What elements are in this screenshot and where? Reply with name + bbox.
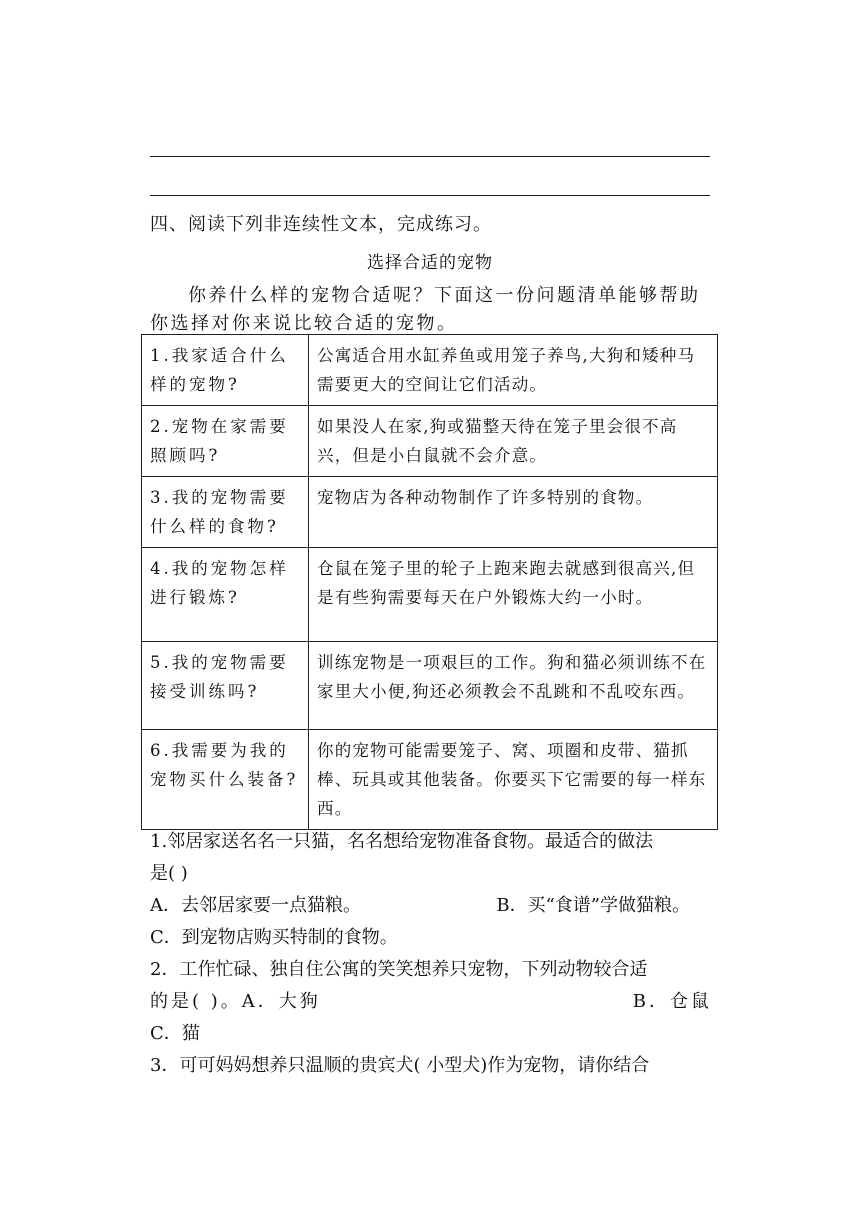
answer-cell: 你的宠物可能需要笼子、窝、项圈和皮带、猫抓棒、玩具或其他装备。你要买下它需要的每一样东西。: [309, 730, 718, 830]
section-heading: 四、阅读下列非连续性文本，完成练习。: [150, 214, 492, 235]
answer-line-1: [150, 156, 710, 157]
question-cell: 4.我的宠物怎样进行锻炼?: [142, 548, 309, 642]
question-cell: 6.我需要为我的宠物买什么装备?: [142, 730, 309, 830]
question-cell: 2.宠物在家需要照顾吗?: [142, 406, 309, 477]
table-row: [142, 406, 718, 477]
answer-cell: 宠物店为各种动物制作了许多特别的食物。: [309, 477, 718, 548]
question-1-options-row: [150, 890, 690, 922]
answer-cell: 训练宠物是一项艰巨的工作。狗和猫必须训练不在家里大小便,狗还必须教会不乱跳和不乱咬东西。: [309, 642, 718, 730]
question-1-option-c: C．到宠物店购买特制的食物。: [150, 927, 398, 948]
question-1-option-b: B．买“食谱”学做猫粮。: [496, 895, 690, 916]
question-cell: 3.我的宠物需要什么样的食物?: [142, 477, 309, 548]
question-cell: 1.我家适合什么样的宠物?: [142, 335, 309, 406]
table-row: [142, 730, 718, 830]
quiz-section: [150, 826, 712, 1082]
table-row: [142, 335, 718, 406]
question-2-text: 2．工作忙碌、独自住公寓的笑笑想养只宠物，下列动物较合适: [150, 959, 648, 980]
table-row: [142, 477, 718, 548]
article-intro: 你养什么样的宠物合适呢？下面这一份问题清单能够帮助你选择对你来说比较合适的宠物。: [150, 285, 701, 334]
question-2-option-b: B．仓鼠: [632, 991, 712, 1012]
table-row: [142, 642, 718, 730]
answer-cell: 仓鼠在笼子里的轮子上跑来跑去就感到很高兴,但是有些狗需要每天在户外锻炼大约一小时。: [309, 548, 718, 642]
answer-cell: 如果没人在家,狗或猫整天待在笼子里会很不高兴，但是小白鼠就不会介意。: [309, 406, 718, 477]
question-2-option-c: C．猫: [150, 1023, 200, 1044]
question-1-blank: 是( ): [150, 863, 188, 884]
question-1-option-a: A．去邻居家要一点猫粮。: [150, 895, 361, 916]
question-3-text: 3．可可妈妈想养只温顺的贵宾犬( 小型犬)作为宠物，请你结合: [150, 1055, 650, 1076]
answer-line-2: [150, 195, 710, 196]
pet-question-table: [141, 334, 718, 830]
table-row: [142, 548, 718, 642]
question-2-blank-and-option-a: 的是( )。A．大狗: [150, 991, 321, 1012]
question-1-text: 1.邻居家送名名一只猫，名名想给宠物准备食物。最适合的做法: [150, 831, 654, 852]
answer-cell: 公寓适合用水缸养鱼或用笼子养鸟,大狗和矮种马需要更大的空间让它们活动。: [309, 335, 718, 406]
question-cell: 5.我的宠物需要接受训练吗?: [142, 642, 309, 730]
question-2-options-row: [150, 986, 712, 1018]
article-title: 选择合适的宠物: [367, 253, 493, 273]
